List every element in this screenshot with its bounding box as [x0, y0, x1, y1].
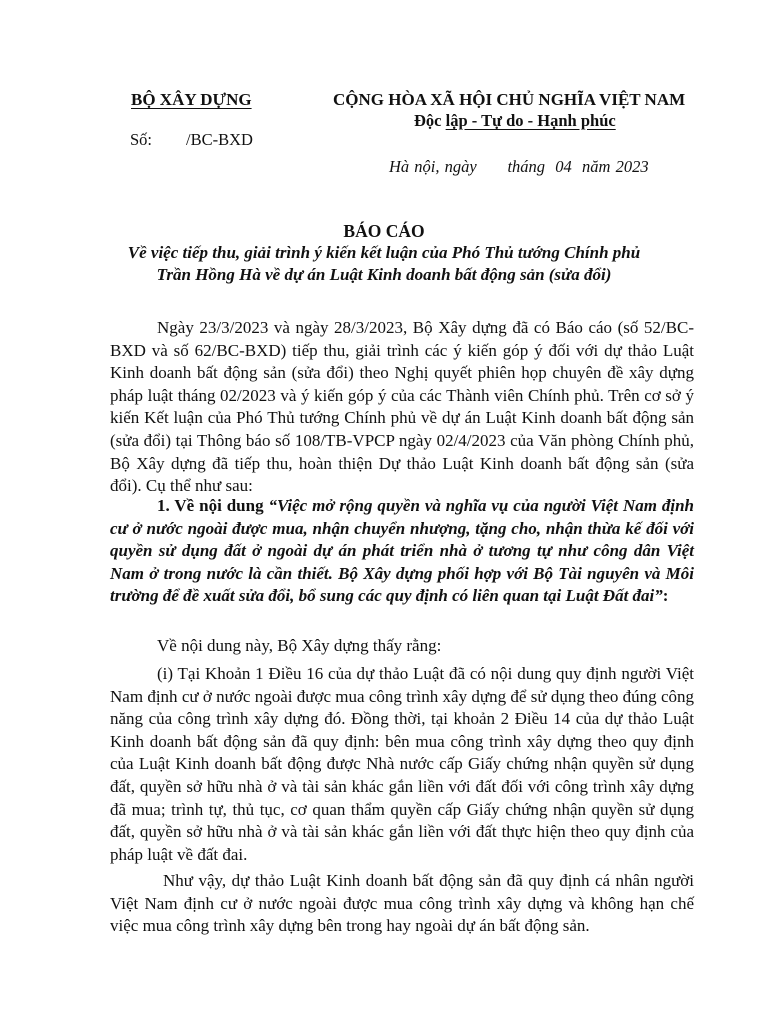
- document-number-label: Số:: [130, 130, 153, 149]
- conclusion-text: Như vậy, dự thảo Luật Kinh doanh bất động sản đã quy định cá nhân người Việt Nam định cư ở nước ngoài được mua công trình xây dựng và không hạn chế việc mua công trình xây dựng bên trong hay ngoài dự án bất động sản.: [110, 871, 694, 936]
- issuing-agency: BỘ XÂY DỰNG: [131, 90, 252, 109]
- national-motto: [414, 111, 616, 131]
- section-1-heading: [110, 495, 694, 608]
- intro-paragraph: [110, 317, 694, 498]
- document-number: /BC-BXD: [186, 130, 253, 149]
- section-1-text: [110, 495, 694, 608]
- section-1-suffix: :: [662, 586, 669, 606]
- conclusion-paragraph: [110, 870, 694, 938]
- document-date: Hà nội, ngày tháng 04 năm 2023: [389, 157, 649, 176]
- national-title: CỘNG HÒA XÃ HỘI CHỦ NGHĨA VIỆT NAM: [333, 90, 686, 109]
- point-i-text: (i) Tại Khoản 1 Điều 16 của dự thảo Luật đã có nội dung quy định người Việt Nam định cư ở nước ngoài được mua công trình xây dựng để sử dụng theo đúng công năng của công trình xây dựng đó. Đồng thời, tại khoản 2 Điều 14 của dự thảo Luật Kinh doanh bất động sản đã quy định: bên mua công trình xây dựng theo quy định của Luật Kinh doanh bất động được Nhà nước cấp Giấy chứng nhận quyền sử dụng đất, quyền sở hữu nhà ở và tài sản khác gắn liền với đất đối với công trình xây dựng đã mua; trình tự, thủ tục, cơ quan thẩm quyền cấp Giấy chứng nhận quyền sử dụng đất, quyền sở hữu nhà ở và tài sản khác gắn liền với đất thực hiện theo quy định của pháp luật về đất đai.: [110, 664, 694, 864]
- section-1-prefix: 1. Về nội dung: [157, 496, 269, 515]
- report-title: BÁO CÁO: [343, 221, 425, 241]
- ministry-view-text: Về nội dung này, Bộ Xây dựng thấy rằng:: [157, 636, 442, 655]
- motto-underlined: lập - Tự do - Hạnh phúc: [445, 111, 616, 130]
- motto-prefix: Độc: [414, 111, 446, 130]
- ministry-view-paragraph: [110, 635, 694, 658]
- intro-text: Ngày 23/3/2023 và ngày 28/3/2023, Bộ Xây dựng đã có Báo cáo (số 52/BC-BXD và số 62/BC-BXD) tiếp thu, giải trình các ý kiến góp ý đối với dự thảo Luật Kinh doanh bất động sản (sửa đổi) theo Nghị quyết phiên họp chuyên đề xây dựng pháp luật tháng 02/2023 và ý kiến góp ý của các Thành viên Chính phủ. Trên cơ sở ý kiến Kết luận của Phó Thủ tướng Chính phủ về dự án Luật Kinh doanh bất động sản (sửa đổi) tại Thông báo số 108/TB-VPCP ngày 02/4/2023 của Văn phòng Chính phủ, Bộ Xây dựng đã tiếp thu, hoàn thiện Dự thảo Luật Kinh doanh bất động sản (sửa đổi). Cụ thể như sau:: [110, 318, 694, 496]
- section-1-quote: “Việc mở rộng quyền và nghĩa vụ của người Việt Nam định cư ở nước ngoài được mua, nhận chuyển nhượng, tặng cho, nhận thừa kế đối với quyền sử dụng đất ở ngoài dự án phát triển nhà ở tương tự như công dân Việt Nam ở trong nước là cần thiết. Bộ Xây dựng phối hợp với Bộ Tài nguyên và Môi trường để đề xuất sửa đổi, bổ sung các quy định có liên quan tại Luật Đất đai”: [110, 496, 694, 606]
- point-i-paragraph: [110, 663, 694, 866]
- report-subtitle-line-2: Trần Hồng Hà về dự án Luật Kinh doanh bất động sản (sửa đổi): [156, 265, 612, 284]
- report-subtitle-line-1: Về việc tiếp thu, giải trình ý kiến kết luận của Phó Thủ tướng Chính phủ: [127, 243, 641, 262]
